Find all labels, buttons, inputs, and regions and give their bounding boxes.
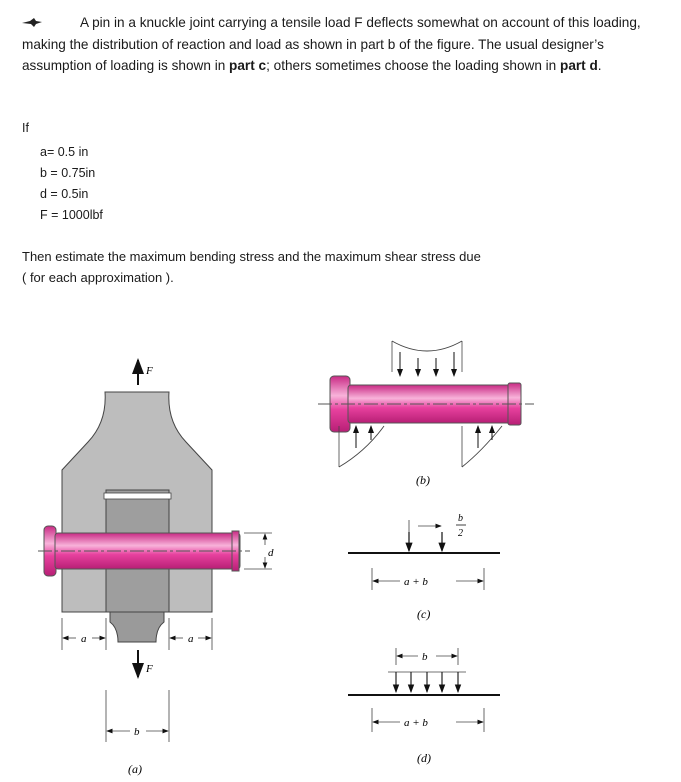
given-b: b = 0.75in [40, 166, 96, 180]
given-d: d = 0.5in [40, 187, 89, 201]
load-label-bottom: F [146, 663, 153, 675]
question-line-1: Then estimate the maximum bending stress and the maximum shear stress due [22, 249, 481, 264]
question [22, 246, 622, 288]
statement-text: A pin in a knuckle joint carrying a tensile load F deflects somewhat on account of this loading, making the distribution of reaction and load as shown in part b of the figure. The usual designer’s assumption of loading is shown in [22, 15, 641, 73]
part-c-ref: part c [229, 58, 267, 73]
statement-text-2: ; others sometimes choose the loading shown in [266, 58, 561, 73]
dim-b: b [134, 726, 140, 738]
caption-c: (c) [417, 607, 431, 621]
dim-a-plus-b-d: a + b [404, 717, 428, 729]
knuckle-joint-figure [0, 300, 681, 782]
dim-b-half-den: 2 [458, 528, 463, 539]
part-b-drawing [318, 341, 534, 487]
given-F: F = 1000lbf [40, 208, 103, 222]
dim-a-left: a [81, 633, 87, 645]
dim-d: d [268, 547, 274, 559]
dim-a-right: a [188, 633, 194, 645]
part-d-ref: part d [560, 58, 598, 73]
lower-rod [110, 612, 164, 642]
part-a-drawing [38, 360, 274, 776]
given-values [40, 142, 103, 226]
dim-b-d: b [422, 651, 428, 663]
dim-b-half-num: b [458, 513, 463, 524]
given-a: a= 0.5 in [40, 145, 89, 159]
caption-a: (a) [128, 762, 142, 776]
dim-a-plus-b-c: a + b [404, 576, 428, 588]
part-c-drawing [348, 513, 500, 621]
caption-d: (d) [417, 751, 431, 765]
caption-b: (b) [416, 473, 430, 487]
if-label: If [22, 121, 29, 135]
question-line-2: ( for each approximation ). [22, 270, 174, 285]
part-d-drawing [348, 648, 500, 765]
statement-end: . [597, 58, 602, 73]
load-label-top: F [146, 365, 153, 377]
problem-statement [22, 12, 658, 77]
